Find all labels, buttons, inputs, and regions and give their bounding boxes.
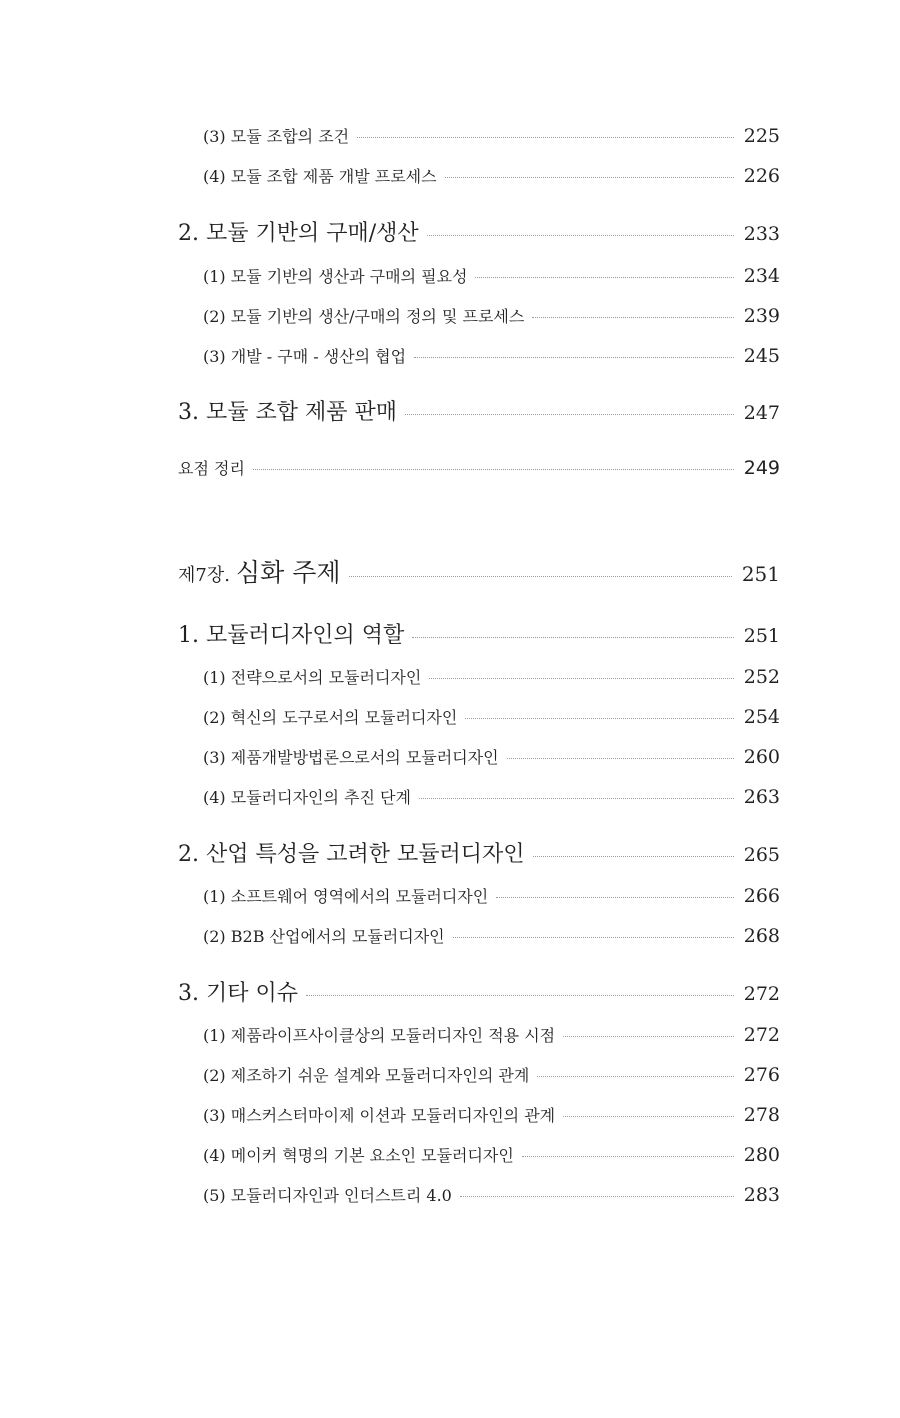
toc-entry-title: (2) B2B 산업에서의 모듈러디자인 bbox=[203, 927, 445, 946]
toc-section-page: 251 bbox=[743, 625, 780, 647]
toc-entry-title: (2) 제조하기 쉬운 설계와 모듈러디자인의 관계 bbox=[203, 1066, 530, 1085]
dot-leader bbox=[533, 856, 734, 857]
toc-entry-page: 234 bbox=[743, 265, 780, 287]
toc-entry-page: 278 bbox=[743, 1104, 780, 1126]
toc-entry-title: (1) 전략으로서의 모듈러디자인 bbox=[203, 668, 422, 687]
dot-leader bbox=[563, 1036, 734, 1037]
toc-section-page: 265 bbox=[743, 844, 780, 866]
toc-entry bbox=[203, 124, 780, 147]
dot-leader bbox=[522, 1156, 734, 1157]
toc-entry-title: (4) 메이커 혁명의 기본 요소인 모듈러디자인 bbox=[203, 1146, 514, 1165]
toc-section-title: 2. 산업 특성을 고려한 모듈러디자인 bbox=[178, 842, 525, 867]
dot-leader bbox=[460, 1196, 734, 1197]
dot-leader bbox=[453, 937, 734, 938]
toc-entry-page: 263 bbox=[743, 786, 780, 808]
dot-leader bbox=[419, 798, 734, 799]
toc-entry-title: (3) 매스커스터마이제 이션과 모듈러디자인의 관계 bbox=[203, 1106, 556, 1125]
chapter-number: 제7장. bbox=[178, 565, 230, 586]
toc-summary bbox=[178, 456, 780, 479]
dot-leader bbox=[563, 1116, 734, 1117]
toc-entry-page: 283 bbox=[743, 1184, 780, 1206]
toc-entry bbox=[203, 344, 780, 367]
toc-entry bbox=[203, 164, 780, 187]
toc-section-page: 247 bbox=[743, 402, 780, 424]
toc-chapter bbox=[178, 553, 780, 589]
toc-entry-page: 260 bbox=[743, 746, 780, 768]
toc-section bbox=[178, 837, 780, 868]
dot-leader bbox=[532, 317, 733, 318]
toc-entry-title: (4) 모듈 조합 제품 개발 프로세스 bbox=[203, 167, 437, 186]
toc-section bbox=[178, 976, 780, 1007]
dot-leader bbox=[429, 678, 733, 679]
toc-entry bbox=[203, 1143, 780, 1166]
toc-entry-page: 239 bbox=[743, 305, 780, 327]
toc-entry bbox=[203, 665, 780, 688]
toc-section-title: 3. 기타 이슈 bbox=[178, 981, 298, 1006]
dot-leader bbox=[405, 414, 734, 415]
dot-leader bbox=[414, 357, 734, 358]
toc-entry bbox=[203, 1183, 780, 1206]
toc-entry-page: 252 bbox=[743, 666, 780, 688]
chapter-title: 심화 주제 bbox=[235, 558, 341, 587]
toc-entry-page: 245 bbox=[743, 345, 780, 367]
dot-leader bbox=[253, 469, 734, 470]
dot-leader bbox=[507, 758, 734, 759]
toc-entry bbox=[203, 1023, 780, 1046]
toc-entry bbox=[203, 304, 780, 327]
toc-entry bbox=[203, 1063, 780, 1086]
toc-summary-title: 요점 정리 bbox=[178, 459, 245, 478]
toc-entry-page: 225 bbox=[743, 125, 780, 147]
toc-entry bbox=[203, 705, 780, 728]
dot-leader bbox=[537, 1076, 733, 1077]
toc-section-page: 233 bbox=[743, 223, 780, 245]
toc-entry-page: 266 bbox=[743, 885, 780, 907]
toc-entry-page: 268 bbox=[743, 925, 780, 947]
toc-entry bbox=[203, 884, 780, 907]
dot-leader bbox=[357, 137, 734, 138]
toc-section bbox=[178, 395, 780, 426]
toc-entry-title: (1) 제품라이프사이클상의 모듈러디자인 적용 시점 bbox=[203, 1026, 556, 1045]
toc-entry bbox=[203, 264, 780, 287]
dot-leader bbox=[349, 576, 732, 577]
toc-entry bbox=[203, 1103, 780, 1126]
toc-entry bbox=[203, 924, 780, 947]
toc-entry-title: (3) 제품개발방법론으로서의 모듈러디자인 bbox=[203, 748, 499, 767]
toc-entry-page: 280 bbox=[743, 1144, 780, 1166]
toc-entry-title: (5) 모듈러디자인과 인더스트리 4.0 bbox=[203, 1186, 452, 1205]
toc-entry bbox=[203, 745, 780, 768]
toc-entry-title: (1) 소프트웨어 영역에서의 모듈러디자인 bbox=[203, 887, 489, 906]
dot-leader bbox=[496, 897, 734, 898]
toc-entry-title: (3) 개발 - 구매 - 생산의 협업 bbox=[203, 347, 407, 366]
toc-section bbox=[178, 618, 780, 649]
toc-entry-title: (4) 모듈러디자인의 추진 단계 bbox=[203, 788, 411, 807]
toc-entry-title: (3) 모듈 조합의 조건 bbox=[203, 127, 350, 146]
dot-leader bbox=[445, 177, 734, 178]
toc-entry bbox=[203, 785, 780, 808]
toc-section-title: 2. 모듈 기반의 구매/생산 bbox=[178, 221, 419, 246]
dot-leader bbox=[427, 235, 734, 236]
toc-section-title: 1. 모듈러디자인의 역할 bbox=[178, 623, 405, 648]
toc-section-title: 3. 모듈 조합 제품 판매 bbox=[178, 400, 397, 425]
toc-entry-title: (1) 모듈 기반의 생산과 구매의 필요성 bbox=[203, 267, 468, 286]
toc-entry-page: 254 bbox=[743, 706, 780, 728]
toc-entry-page: 272 bbox=[743, 1024, 780, 1046]
toc-entry-title: (2) 모듈 기반의 생산/구매의 정의 및 프로세스 bbox=[203, 307, 525, 326]
dot-leader bbox=[475, 277, 733, 278]
toc-entry-page: 226 bbox=[743, 165, 780, 187]
toc-entry-title: (2) 혁신의 도구로서의 모듈러디자인 bbox=[203, 708, 458, 727]
toc-summary-page: 249 bbox=[743, 457, 780, 479]
toc-section-page: 272 bbox=[743, 983, 780, 1005]
dot-leader bbox=[465, 718, 733, 719]
dot-leader bbox=[412, 637, 733, 638]
chapter-page: 251 bbox=[741, 562, 780, 586]
toc-section bbox=[178, 216, 780, 247]
dot-leader bbox=[306, 995, 734, 996]
toc-entry-page: 276 bbox=[743, 1064, 780, 1086]
